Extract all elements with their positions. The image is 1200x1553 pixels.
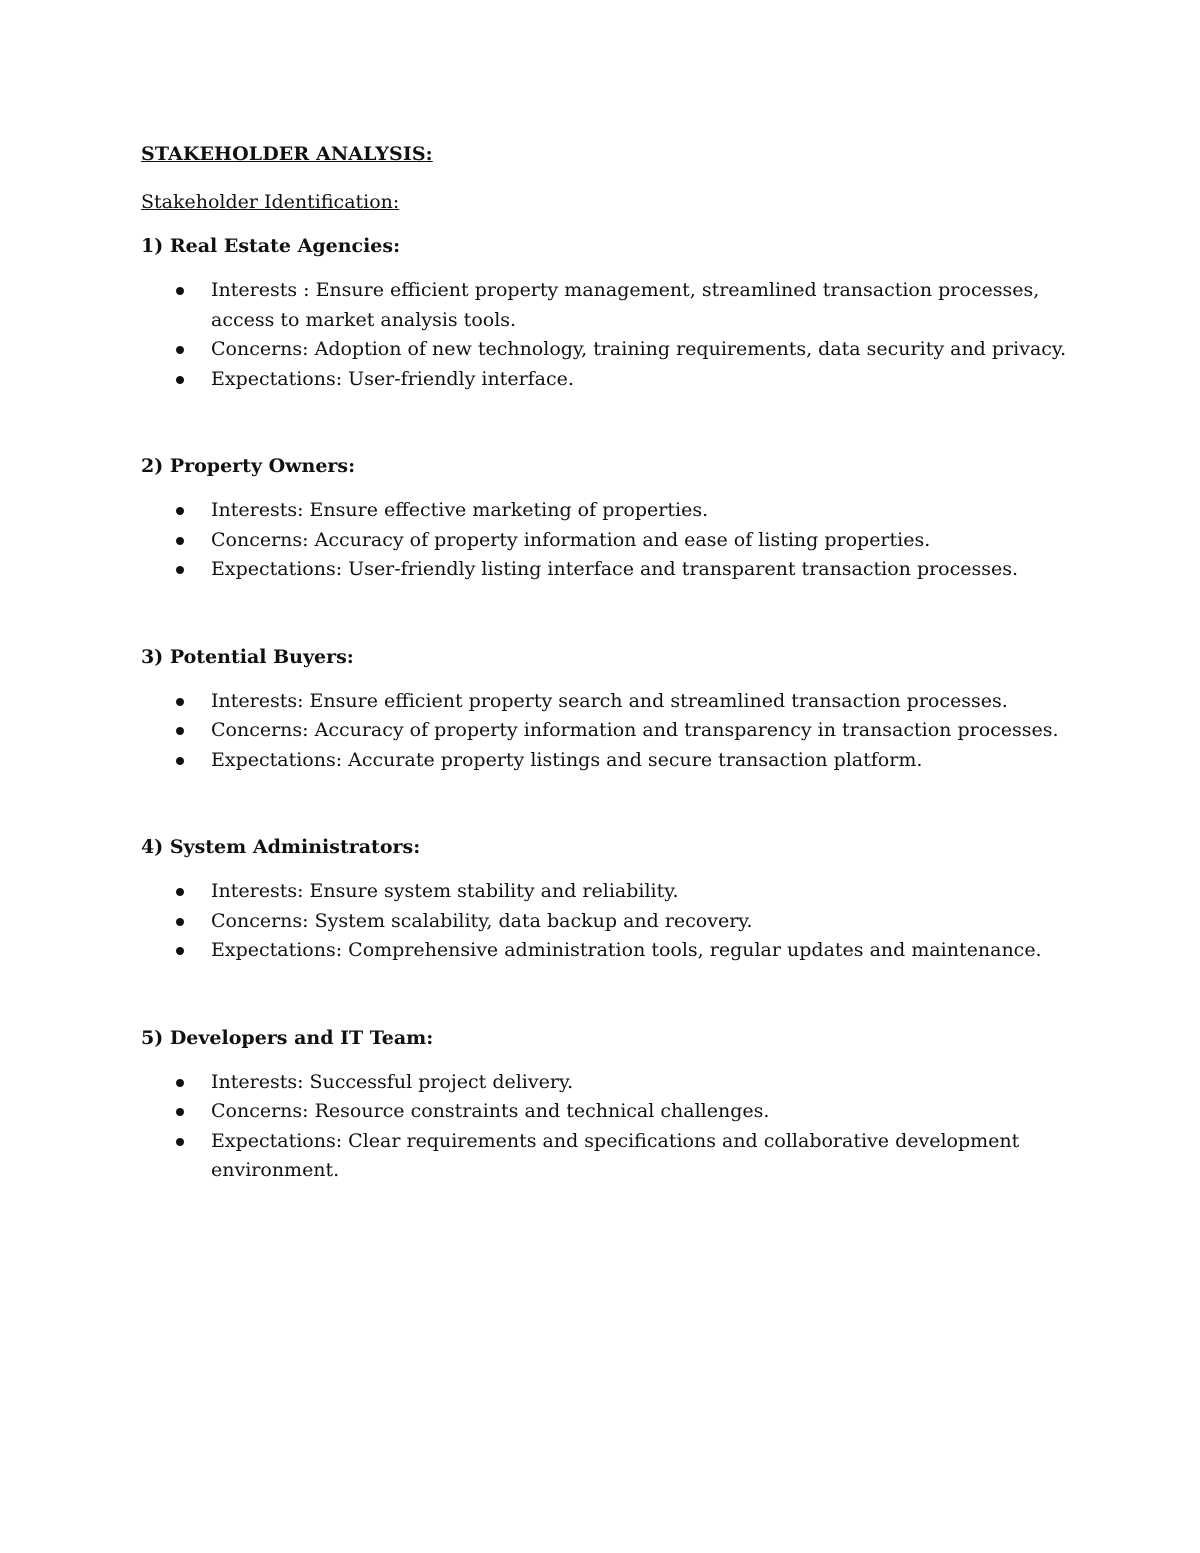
section-real-estate-agencies: [141, 232, 1081, 394]
list-item-text: Expectations: Comprehensive administration tools, regular updates and maintenance.: [211, 939, 1042, 961]
list-item-text: Interests: Ensure effective marketing of properties.: [211, 499, 709, 521]
section-heading: 5) Developers and IT Team:: [141, 1026, 434, 1049]
bullet-icon: [176, 537, 184, 545]
list-item-text: Expectations: User-friendly listing interface and transparent transaction processes.: [211, 558, 1019, 580]
section-spacer: [141, 585, 1081, 643]
list-item: [141, 1127, 1081, 1186]
bullet-list: [141, 687, 1081, 776]
bullet-icon: [176, 1079, 184, 1087]
section-spacer: [141, 394, 1081, 452]
section-heading: 3) Potential Buyers:: [141, 645, 354, 668]
section-potential-buyers: [141, 643, 1081, 776]
list-item: [141, 276, 1081, 335]
bullet-icon: [176, 888, 184, 896]
section-developers-it-team: [141, 1024, 1081, 1186]
bullet-list: [141, 276, 1081, 394]
list-item: [141, 716, 1081, 746]
section-heading: 2) Property Owners:: [141, 455, 356, 477]
list-item-text: Concerns: Adoption of new technology, training requirements, data security and privacy.: [211, 338, 1067, 360]
list-item: [141, 877, 1081, 907]
bullet-icon: [176, 507, 184, 515]
list-item: [141, 1068, 1081, 1098]
list-item: [141, 746, 1081, 776]
list-item: [141, 335, 1081, 365]
list-item-text: Interests: Ensure efficient property search and streamlined transaction processes.: [211, 689, 1008, 712]
bullet-icon: [176, 346, 184, 354]
list-item-text: Concerns: System scalability, data backup and recovery.: [211, 909, 753, 932]
bullet-icon: [176, 918, 184, 926]
list-item-text: Interests: Ensure system stability and reliability.: [211, 880, 679, 902]
section-heading: 4) System Administrators:: [141, 836, 421, 858]
bullet-list: [141, 877, 1081, 966]
list-item-text: Concerns: Resource constraints and technical challenges.: [211, 1100, 770, 1122]
list-item: [141, 907, 1081, 937]
list-item-text: Interests : Ensure efficient property management, streamlined transaction processes, access to market analysis tools.: [211, 279, 1040, 331]
list-item-text: Expectations: Accurate property listings and secure transaction platform.: [211, 748, 923, 771]
section-property-owners: [141, 452, 1081, 585]
bullet-icon: [176, 1138, 184, 1146]
bullet-icon: [176, 566, 184, 574]
document-body: [141, 140, 1081, 1186]
bullet-icon: [176, 287, 184, 295]
list-item: [141, 1097, 1081, 1127]
list-item-text: Concerns: Accuracy of property information and ease of listing properties.: [211, 528, 931, 551]
list-item: [141, 496, 1081, 526]
list-item: [141, 687, 1081, 717]
bullet-list: [141, 496, 1081, 585]
list-item: [141, 365, 1081, 395]
bullet-icon: [176, 698, 184, 706]
list-item: [141, 936, 1081, 966]
section-heading: 1) Real Estate Agencies:: [141, 235, 401, 257]
bullet-icon: [176, 727, 184, 735]
list-item-text: Expectations: User-friendly interface.: [211, 367, 574, 390]
bullet-icon: [176, 1108, 184, 1116]
section-system-administrators: [141, 833, 1081, 966]
list-item-text: Expectations: Clear requirements and specifications and collaborative development environment.: [211, 1129, 1020, 1181]
list-item-text: Interests: Successful project delivery.: [211, 1070, 574, 1093]
document-title: STAKEHOLDER ANALYSIS:: [141, 143, 433, 165]
bullet-icon: [176, 757, 184, 765]
bullet-icon: [176, 947, 184, 955]
bullet-icon: [176, 376, 184, 384]
list-item-text: Concerns: Accuracy of property information and transparency in transaction processes.: [211, 719, 1059, 741]
list-item: [141, 526, 1081, 556]
bullet-list: [141, 1068, 1081, 1186]
list-item: [141, 555, 1081, 585]
section-spacer: [141, 775, 1081, 833]
document-subtitle: Stakeholder Identification:: [141, 191, 400, 213]
section-spacer: [141, 966, 1081, 1024]
